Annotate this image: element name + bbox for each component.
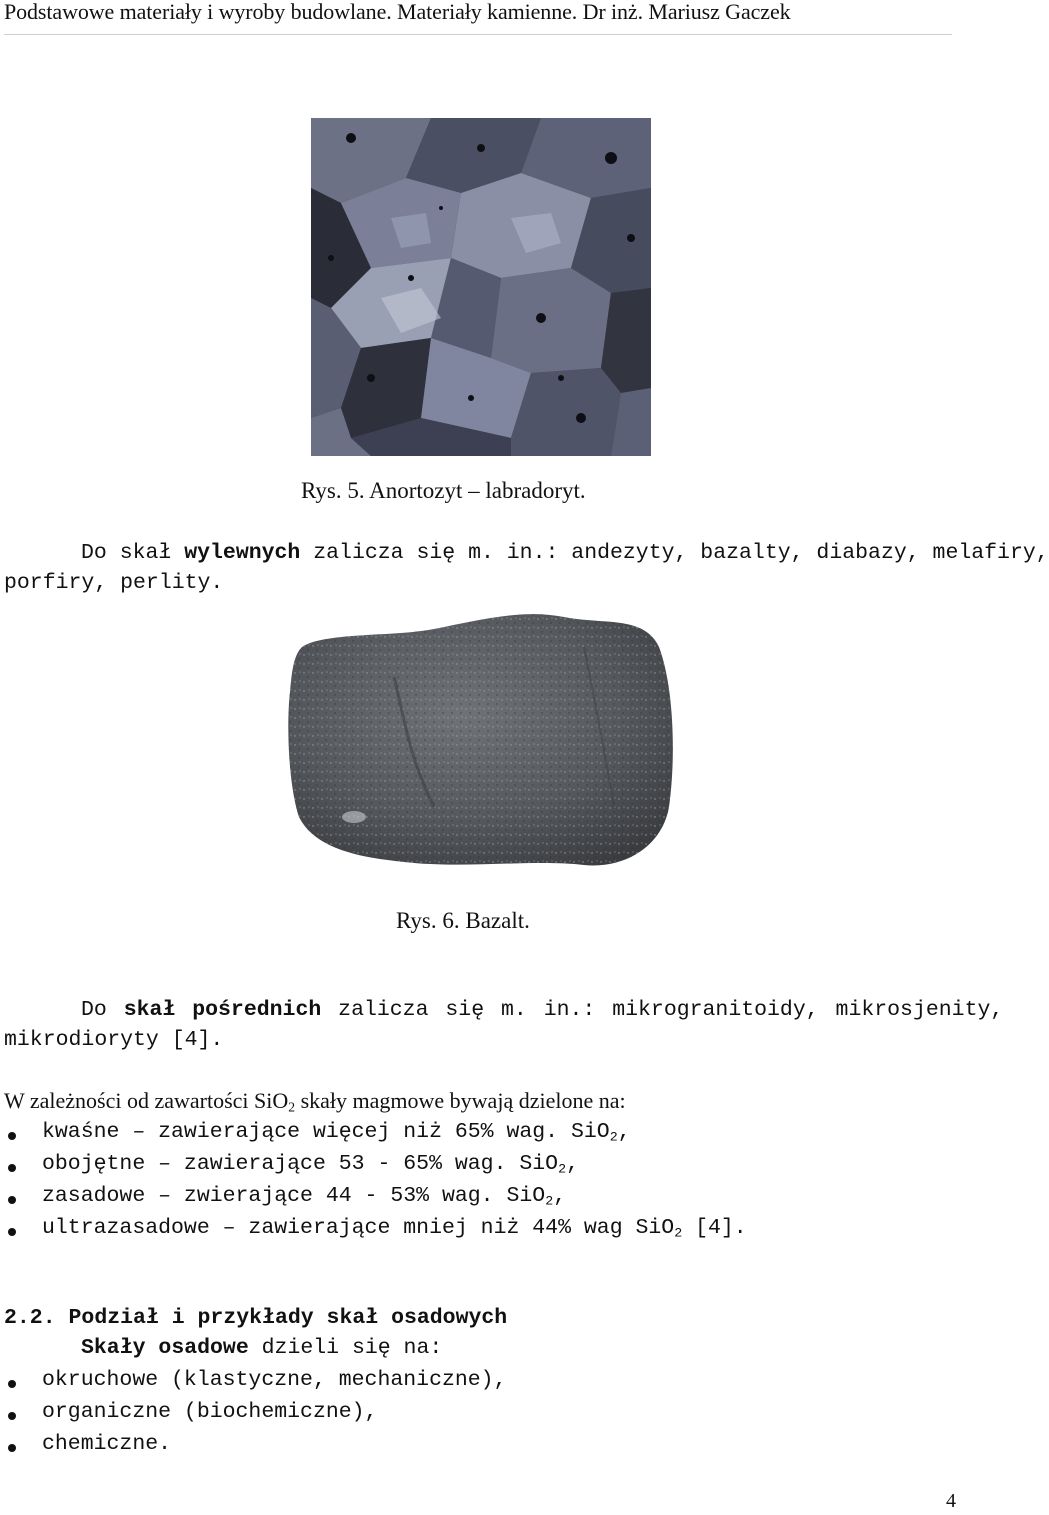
list-item: [42, 1120, 631, 1144]
text-segment: W zależności od zawartości SiO: [4, 1088, 289, 1113]
text-segment: ,: [617, 1120, 631, 1144]
bullet-icon: [8, 1196, 16, 1204]
text-segment: Do: [81, 998, 124, 1022]
bullet-icon: [8, 1380, 16, 1388]
header-divider: [4, 34, 952, 35]
figure-5-caption: Rys. 5. Anortozyt – labradoryt.: [301, 478, 586, 503]
bullet-icon: [8, 1412, 16, 1420]
subscript: 2: [545, 1194, 554, 1210]
bullet-icon: [8, 1132, 16, 1140]
subscript: 2: [558, 1162, 567, 1178]
paragraph-posrednie-line1: [81, 998, 1003, 1022]
text-segment: [4].: [682, 1216, 747, 1240]
labradorite-texture: [311, 118, 651, 456]
list-item: [42, 1184, 566, 1208]
list-item: organiczne (biochemiczne),: [42, 1400, 378, 1424]
text-segment: ultrazasadowe – zawierające mniej niż 44% wag SiO: [42, 1216, 675, 1240]
labradorite-photo-icon: [311, 118, 651, 456]
paragraph-posrednie-line2: mikrodioryty [4].: [4, 1028, 224, 1052]
basalt-photo-icon: [284, 607, 676, 875]
list-item: okruchowe (klastyczne, mechaniczne),: [42, 1368, 507, 1392]
list-item: chemiczne.: [42, 1432, 172, 1456]
section-intro: [81, 1336, 442, 1360]
subscript: 2: [288, 1099, 296, 1115]
figure-6-caption: Rys. 6. Bazalt.: [396, 908, 530, 933]
paragraph-wylewne-line2: porfiry, perlity.: [4, 571, 224, 595]
text-segment: dzieli się na:: [248, 1336, 443, 1360]
text-segment: ,: [566, 1152, 579, 1176]
subscript: 2: [674, 1226, 683, 1242]
list-item: [42, 1152, 579, 1176]
section-heading: 2.2. Podział i przykłady skał osadowych: [4, 1306, 508, 1330]
text-segment: zalicza się m. in.: andezyty, bazalty, diabazy, melafiry,: [300, 541, 1049, 565]
text-segment: zalicza się m. in.: mikrogranitoidy, mikrosjenity,: [321, 998, 1004, 1022]
basalt-shape: [284, 607, 676, 875]
text-segment: obojętne – zawierające 53 - 65% wag. SiO: [42, 1152, 559, 1176]
text-segment: skały magmowe bywają dzielone na:: [295, 1088, 626, 1113]
bullet-icon: [8, 1444, 16, 1452]
paragraph-wylewne-line1: [81, 541, 1049, 565]
sio2-intro: [4, 1088, 626, 1114]
text-segment: Do skał: [81, 541, 185, 565]
bullet-icon: [8, 1164, 16, 1172]
text-segment: kwaśne – zawierające więcej niż 65% wag. SiO: [42, 1120, 610, 1144]
page-number: 4: [946, 1490, 956, 1512]
bullet-icon: [8, 1228, 16, 1236]
subscript: 2: [609, 1130, 618, 1146]
bold-term: Skały osadowe: [81, 1336, 249, 1360]
text-segment: ,: [553, 1184, 567, 1208]
bold-term: wylewnych: [184, 541, 301, 565]
text-segment: zasadowe – zwierające 44 - 53% wag. SiO: [42, 1184, 546, 1208]
list-item: [42, 1216, 747, 1240]
running-header: Podstawowe materiały i wyroby budowlane. Materiały kamienne. Dr inż. Mariusz Gaczek: [4, 0, 791, 24]
bold-term: skał pośrednich: [123, 998, 322, 1022]
